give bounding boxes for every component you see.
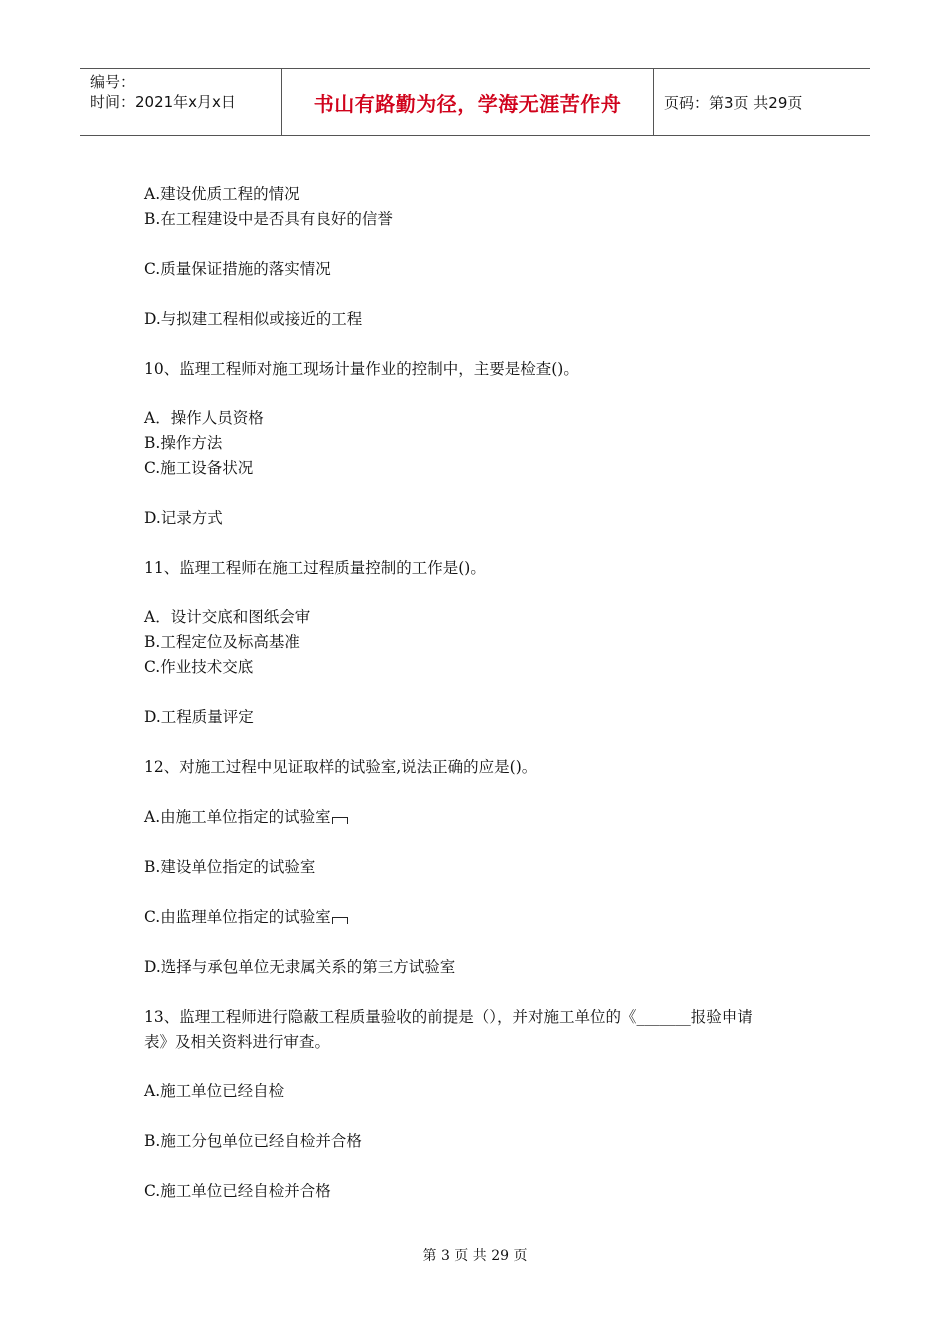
q9-option-c: C.质量保证措施的落实情况 [144,260,331,278]
q10-stem: 10、监理工程师对施工现场计量作业的控制中，主要是检查()。 [144,360,579,378]
header-motto: 书山有路勤为径，学海无涯苦作舟 [313,91,622,116]
q10-option-c: C.施工设备状况 [144,459,254,477]
q13-stem-line1: 13、监理工程师进行隐蔽工程质量验收的前提是（），并对施工单位的《_______报验申请 [144,1008,753,1026]
q12-stem: 12、对施工过程中见证取样的试验室,说法正确的应是()。 [144,758,538,776]
bracket-mark-icon [332,917,348,924]
q13-option-c: C.施工单位已经自检并合格 [144,1182,331,1200]
q13-option-a: A.施工单位已经自检 [144,1082,285,1100]
page-header [80,68,870,136]
q12-option-a: A.由施工单位指定的试验室 [144,808,331,826]
bracket-mark-icon [332,817,348,824]
q11-option-b: B.工程定位及标高基准 [144,633,300,651]
q9-option-b: B.在工程建设中是否具有良好的信誉 [144,210,393,228]
header-number-label: 编号： [90,73,136,91]
q12-option-c: C.由监理单位指定的试验室 [144,908,331,926]
q13-option-b: B.施工分包单位已经自检并合格 [144,1132,362,1150]
q12-option-c-line [144,907,348,927]
q13-stem-line2: 表》及相关资料进行审查。 [144,1033,331,1051]
q12-option-b: B.建设单位指定的试验室 [144,858,316,876]
q12-option-d: D.选择与承包单位无隶属关系的第三方试验室 [144,958,456,976]
q10-option-b: B.操作方法 [144,434,223,452]
header-motto-cell [281,69,654,135]
q11-stem: 11、监理工程师在施工过程质量控制的工作是()。 [144,559,486,577]
header-time-label: 时间：2021年x月x日 [90,93,236,111]
q10-option-a: A．操作人员资格 [144,409,264,427]
header-page-cell [654,69,870,135]
q9-option-a: A.建设优质工程的情况 [144,185,300,203]
header-info-cell [80,69,281,135]
q11-option-c: C.作业技术交底 [144,658,254,676]
q11-option-a: A．设计交底和图纸会审 [144,608,311,626]
q11-option-d: D.工程质量评定 [144,708,254,726]
q10-option-d: D.记录方式 [144,509,223,527]
page-footer: 第 3 页 共 29 页 [422,1248,528,1264]
header-page-label: 页码：第3页 共29页 [664,93,803,112]
q9-option-d: D.与拟建工程相似或接近的工程 [144,310,363,328]
q12-option-a-line [144,807,348,827]
